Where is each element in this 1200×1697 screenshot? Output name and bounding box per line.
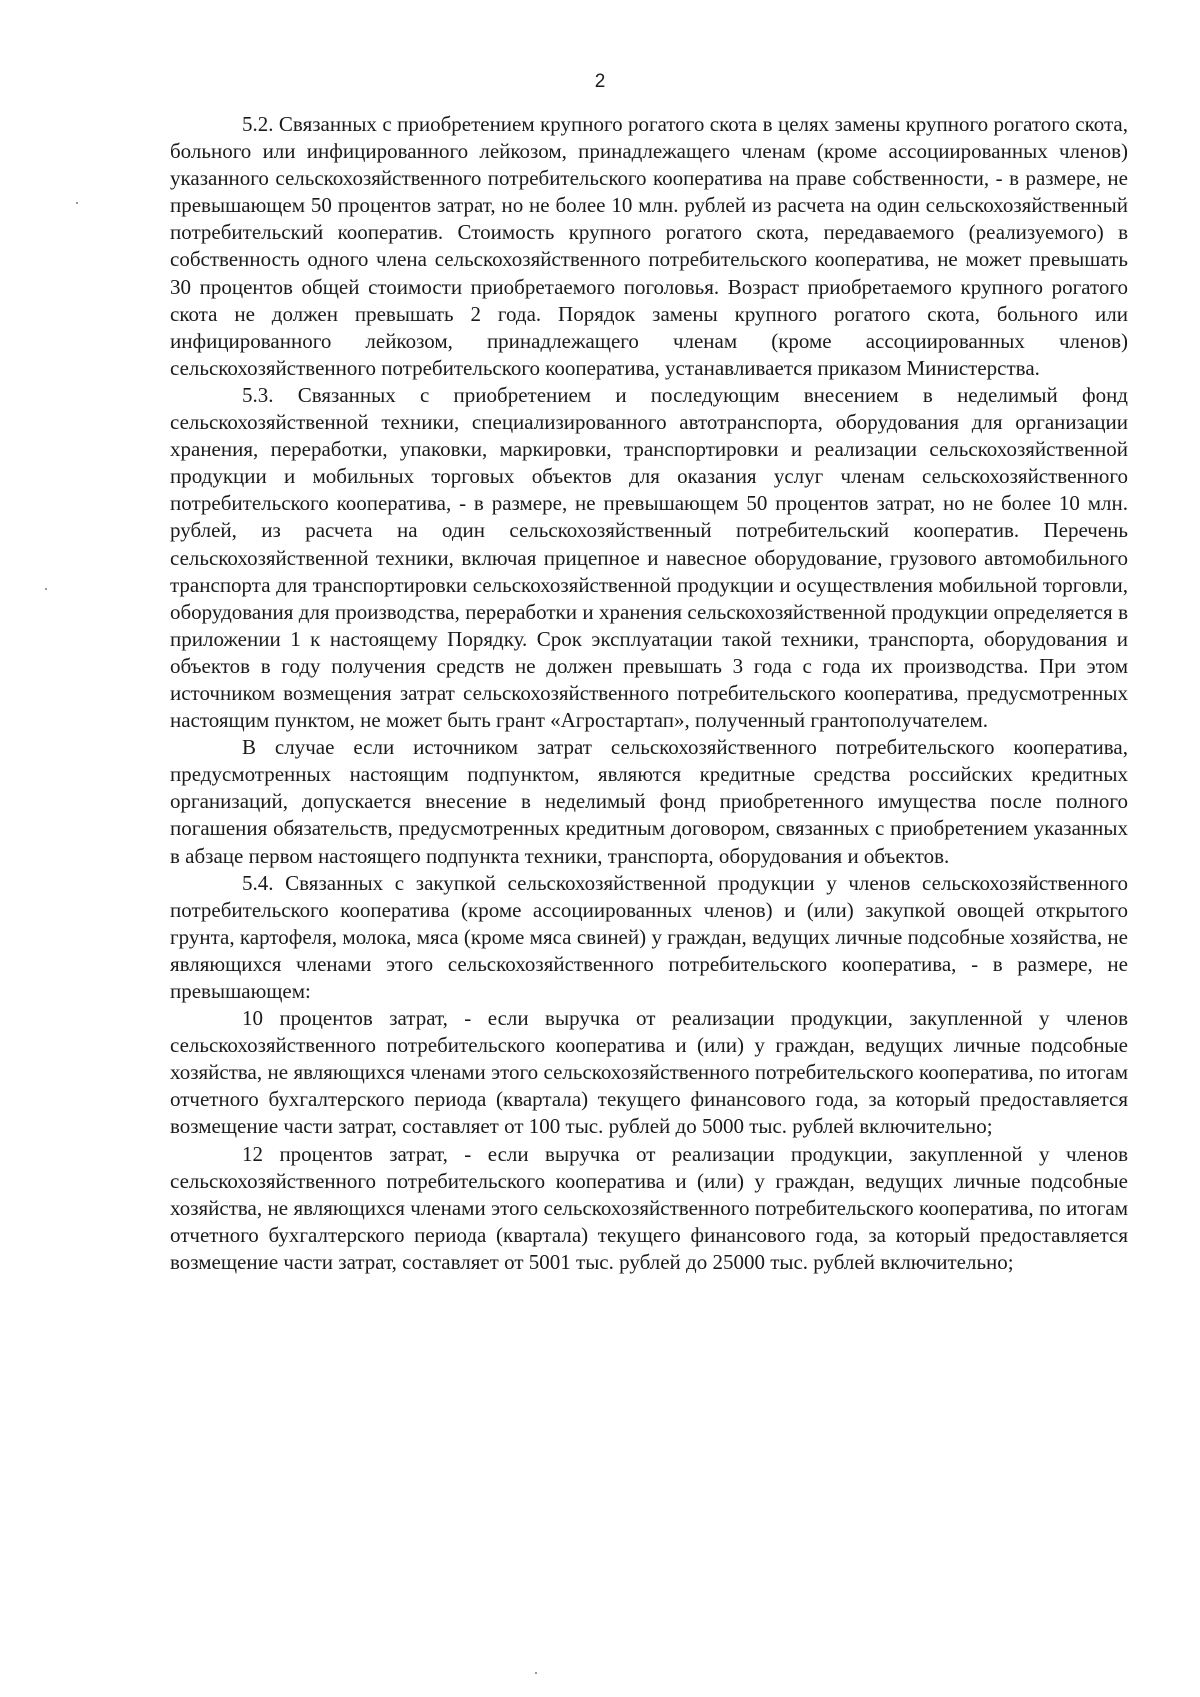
scan-speck [76, 202, 78, 204]
paragraph-10-percent: 10 процентов затрат, - если выручка от реализации продукции, закупленной у членов сельскохозяйственного потребительского кооператива и (или) у граждан, ведущих личные подсобные хозяйства, не являющихся членами этого сельскохозяйственного потребительского кооператива, по итогам отчетного бухгалтерского периода (квартала) текущего финансового года, за который предоставляется возмещение части затрат, составляет от 100 тыс. рублей до 5000 тыс. рублей включительно; [170, 1006, 1128, 1139]
paragraph-12-percent: 12 процентов затрат, - если выручка от реализации продукции, закупленной у членов сельскохозяйственного потребительского кооператива и (или) у граждан, ведущих личные подсобные хозяйства, не являющихся членами этого сельскохозяйственного потребительского кооператива, по итогам отчетного бухгалтерского периода (квартала) текущего финансового года, за который предоставляется возмещение части затрат, составляет от 5001 тыс. рублей до 25000 тыс. рублей включительно; [170, 1141, 1128, 1274]
page-number: 2 [594, 71, 606, 92]
paragraph-credit-note: В случае если источником затрат сельскохозяйственного потребительского кооператива, предусмотренных настоящим подпунктом, являются кредитные средства российских кредитных организаций, допускается внесение в неделимый фонд приобретенного имущества после полного погашения обязательств, предусмотренных кредитным договором, связанных с приобретением указанных в абзаце первом настоящего подпункта техники, транспорта, оборудования и объектов. [170, 735, 1128, 868]
paragraph-5-4: 5.4. Связанных с закупкой сельскохозяйственной продукции у членов сельскохозяйственного потребительского кооператива (кроме ассоциированных членов) и (или) закупкой овощей открытого грунта, картофеля, молока, мяса (кроме мяса свиней) у граждан, ведущих личные подсобные хозяйства, не являющихся членами этого сельскохозяйственного потребительского кооператива, - в размере, не превышающем: [170, 870, 1128, 1003]
paragraph-5-3: 5.3. Связанных с приобретением и последующим внесением в неделимый фонд сельскохозяйственной техники, специализированного автотранспорта, оборудования для организации хранения, переработки, упаковки, маркировки, транспортировки и реализации сельскохозяйственной продукции и мобильных торговых объектов для оказания услуг членам сельскохозяйственного потребительского кооператива, - в размере, не превышающем 50 процентов затрат, но не более 10 млн. рублей, из расчета на один сельскохозяйственный потребительский кооператив. Перечень сельскохозяйственной техники, включая прицепное и навесное оборудование, грузового автомобильного транспорта для транспортировки сельскохозяйственной продукции и осуществления мобильной торговли, оборудования для производства, переработки и хранения сельскохозяйственной продукции определяется в приложении 1 к настоящему Порядку. Срок эксплуатации такой техники, транспорта, оборудования и объектов в году получения средств не должен превышать 3 года с года их производства. При этом источником возмещения затрат сельскохозяйственного потребительского кооператива, предусмотренных настоящим пунктом, не может быть грант «Агростартап», полученный грантополучателем. [170, 382, 1128, 733]
scan-speck [535, 1672, 537, 1674]
document-body [170, 111, 1128, 1276]
paragraph-5-2: 5.2. Связанных с приобретением крупного рогатого скота в целях замены крупного рогатого скота, больного или инфицированного лейкозом, принадлежащего членам (кроме ассоциированных членов) указанного сельскохозяйственного потребительского кооператива на праве собственности, - в размере, не превышающем 50 процентов затрат, но не более 10 млн. рублей из расчета на один сельскохозяйственный потребительский кооператив. Стоимость крупного рогатого скота, передаваемого (реализуемого) в собственность одного члена сельскохозяйственного потребительского кооператива, не может превышать 30 процентов общей стоимости приобретаемого поголовья. Возраст приобретаемого крупного рогатого скота не должен превышать 2 года. Порядок замены крупного рогатого скота, больного или инфицированного лейкозом, принадлежащего членам (кроме ассоциированных членов) сельскохозяйственного потребительского кооператива, устанавливается приказом Министерства. [170, 112, 1128, 380]
scan-speck [45, 588, 47, 590]
